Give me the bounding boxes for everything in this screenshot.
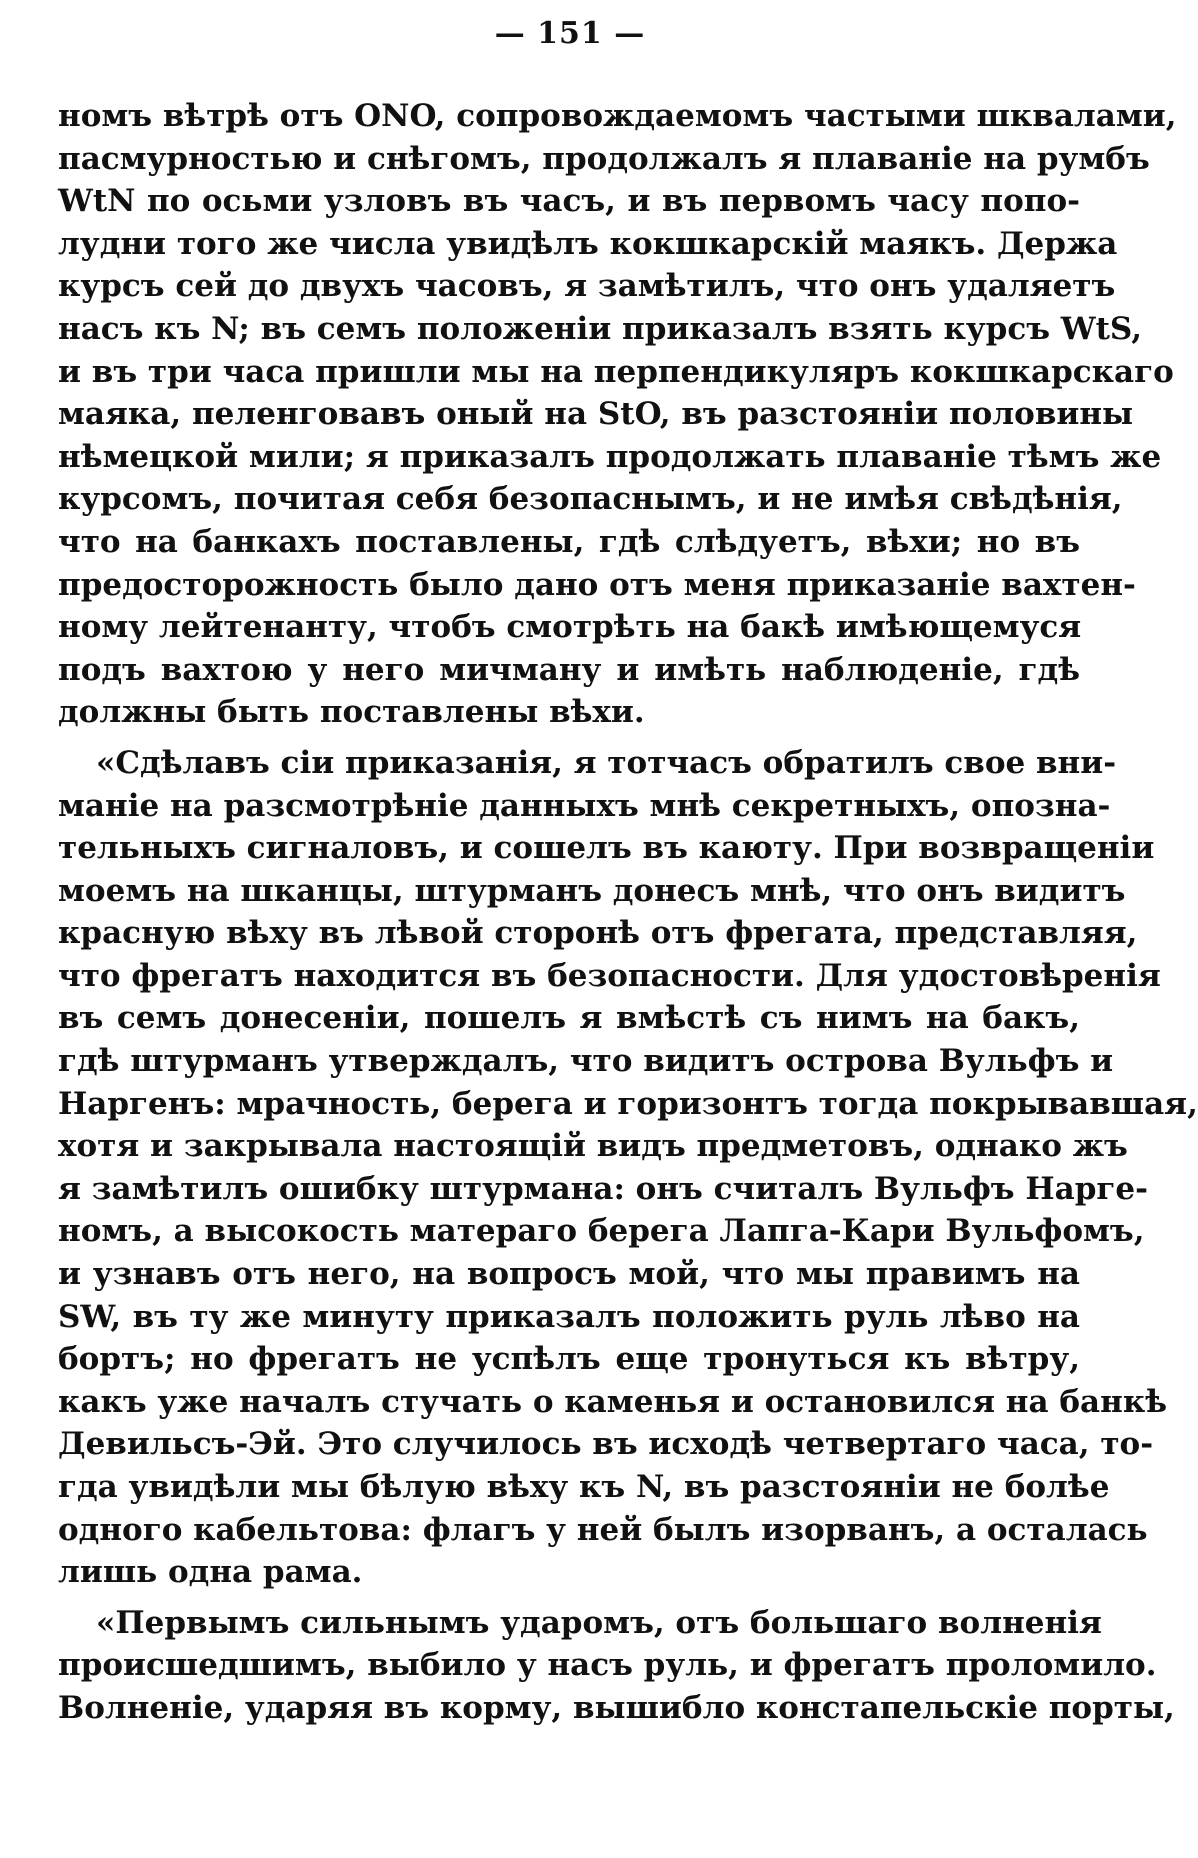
text-line: хотя и закрывала настоящій видъ предметовъ, однако жъ [58, 1128, 1128, 1165]
paragraph [58, 742, 1198, 1594]
text-body [58, 95, 1198, 1730]
text-line: номъ, а высокость матераго берега Лапга-Кари Вульфомъ, [58, 1213, 1145, 1250]
text-line: курсъ сей до двухъ часовъ, я замѣтилъ, что онъ удаляетъ [58, 268, 1116, 305]
text-line: SW, въ ту же минуту приказалъ положить руль лѣво на [58, 1298, 1080, 1335]
paragraph [58, 1602, 1175, 1730]
paragraph-gap [58, 1594, 1080, 1602]
text-line: Наргенъ: мрачность, берега и горизонтъ тогда покрывавшая, [58, 1085, 1198, 1122]
text-line: «Сдѣлавъ сіи приказанія, я тотчасъ обратилъ свое вни- [96, 744, 1117, 781]
text-line: «Первымъ сильнымъ ударомъ, отъ большаго волненія [96, 1604, 1102, 1641]
text-line: красную вѣху въ лѣвой сторонѣ отъ фрегата, представляя, [58, 915, 1138, 952]
page-number: — 151 — [494, 16, 646, 51]
text-line: лудни того же числа увидѣлъ кокшкарскій маякъ. Держа [58, 225, 1118, 262]
text-line: Девильсъ-Эй. Это случилось въ исходѣ четвертаго часа, то- [58, 1426, 1154, 1463]
text-line: должны быть поставлены вѣхи. [58, 694, 645, 731]
text-line: въ семъ донесеніи, пошелъ я вмѣстѣ съ нимъ на бакъ, [58, 1000, 1080, 1037]
text-line: маяка, пеленговавъ оный на StO, въ разстояніи половины [58, 396, 1134, 433]
text-line: ному лейтенанту, чтобъ смотрѣть на бакѣ имѣющемуся [58, 609, 1082, 646]
text-line: моемъ на шканцы, штурманъ донесъ мнѣ, что онъ видитъ [58, 872, 1126, 909]
text-line: Волненіе, ударяя въ корму, вышибло констапельскіе порты, [58, 1689, 1175, 1726]
text-line: гда увидѣли мы бѣлую вѣху къ N, въ разстояніи не болѣе [58, 1469, 1110, 1505]
text-line: лишь одна рама. [58, 1554, 363, 1591]
text-line: подъ вахтою у него мичману и имѣть наблюденіе, гдѣ [58, 651, 1080, 688]
text-line: и узнавъ отъ него, на вопросъ мой, что мы правимъ на [58, 1256, 1080, 1293]
text-line: бортъ; но фрегатъ не успѣлъ еще тронуться къ вѣтру, [58, 1341, 1080, 1378]
text-line: маніе на разсмотрѣніе данныхъ мнѣ секретныхъ, опозна- [58, 787, 1111, 824]
text-line: номъ вѣтрѣ отъ ONO, сопровождаемомъ частыми шквалами, [58, 98, 1177, 134]
text-line: пасмурностью и снѣгомъ, продолжалъ я плаваніе на румбъ [58, 140, 1150, 177]
text-line: нѣмецкой мили; я приказалъ продолжать плаваніе тѣмъ же [58, 438, 1162, 475]
text-line: что на банкахъ поставлены, гдѣ слѣдуетъ, вѣхи; но въ [58, 523, 1080, 560]
text-line: происшедшимъ, выбило у насъ руль, и фрегатъ проломило. [58, 1647, 1157, 1684]
text-line: одного кабельтова: флагъ у ней былъ изорванъ, а осталась [58, 1511, 1148, 1548]
paragraph-gap [58, 734, 1080, 742]
text-line: предосторожность было дано отъ меня приказаніе вахтен- [58, 566, 1136, 603]
text-line: насъ къ N; въ семъ положеніи приказалъ взять курсъ WtS, [58, 310, 1143, 347]
text-line: что фрегатъ находится въ безопасности. Для удостовѣренія [58, 957, 1161, 994]
text-line: и въ три часа пришли мы на перпендикуляръ кокшкарскаго [58, 353, 1174, 390]
paragraph [58, 95, 1177, 734]
text-line: курсомъ, почитая себя безопаснымъ, и не имѣя свѣдѣнія, [58, 481, 1123, 518]
text-line: какъ уже началъ стучать о каменья и остановился на банкѣ [58, 1383, 1168, 1420]
text-line: тельныхъ сигналовъ, и сошелъ въ каюту. При возвращеніи [58, 830, 1155, 867]
text-line: WtN по осьми узловъ въ часъ, и въ первомъ часу попо- [58, 183, 1080, 220]
text-line: я замѣтилъ ошибку штурмана: онъ считалъ Вульфъ Нарге- [58, 1170, 1149, 1207]
text-line: гдѣ штурманъ утверждалъ, что видитъ острова Вульфъ и [58, 1043, 1114, 1080]
